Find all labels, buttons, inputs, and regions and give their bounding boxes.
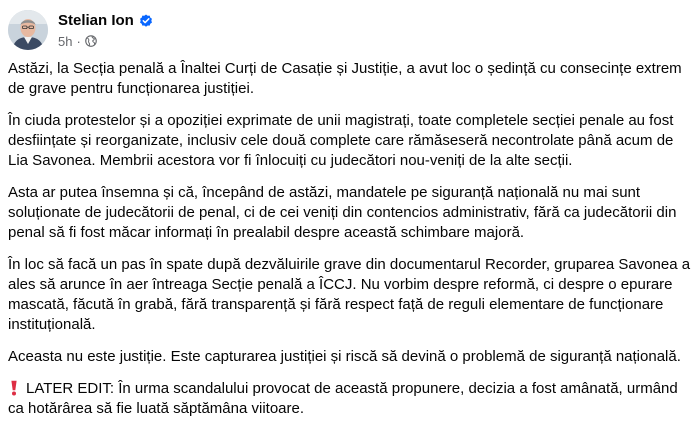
post-paragraph-3: Asta ar putea însemna și că, începând de astăzi, mandatele pe siguranță națională nu mai sunt soluționate de judecătorii de penal, ci de cei veniți din contencios administrativ, fără ca judecătorii din penal să fi fost măcar informați în prealabil despre această schimbare majoră.: [8, 184, 677, 241]
later-edit-text: LATER EDIT: În urma scandalului provocat de această propunere, decizia a fost amânată, urmând ca hotărârea să fie luată săptămâna viitoare.: [8, 380, 678, 417]
verified-badge-icon: [139, 14, 153, 28]
post-paragraph-4: În loc să facă un pas în spate după dezvăluirile grave din documentarul Recorder, gruparea Savonea a ales să arunce în aer întreaga Secție penală a ÎCCJ. Nu vorbim despre reformă, ci despre o epurare mascată, făcută în grabă, fără transparență și fără respect față de reguli elementare de funcționare instituțională.: [8, 256, 691, 333]
author-row: [58, 11, 153, 31]
post-timestamp[interactable]: 5h: [58, 33, 73, 49]
post-paragraph-5: Aceasta nu este justiție. Este capturarea justiției și riscă să devină o problemă de siguranță națională.: [8, 348, 681, 365]
meta-separator: ·: [76, 33, 81, 49]
post-body: [8, 59, 692, 419]
red-exclamation-icon: [10, 380, 18, 396]
post-later-edit: [8, 379, 692, 419]
globe-icon[interactable]: [85, 35, 97, 47]
post-meta: [58, 11, 153, 49]
post-header: [8, 8, 153, 52]
post-subline: [58, 33, 153, 49]
post-paragraph-2: În ciuda protestelor și a opoziției exprimate de unii magistrați, toate completele secției penale au fost desființate și reorganizate, inclusiv cele două complete care rămăseseră necontrolate până acum de Lia Savonea. Membrii acestora vor fi înlocuiți cu judecători nou-veniți de la alte secții.: [8, 112, 674, 169]
author-name[interactable]: Stelian Ion: [58, 12, 134, 29]
author-avatar[interactable]: [8, 10, 48, 50]
avatar-photo-icon: [8, 10, 48, 50]
post-paragraph-1: Astăzi, la Secția penală a Înaltei Curți de Casație și Justiție, a avut loc o ședință cu consecințe extrem de grave pentru funcționarea justiției.: [8, 60, 682, 97]
